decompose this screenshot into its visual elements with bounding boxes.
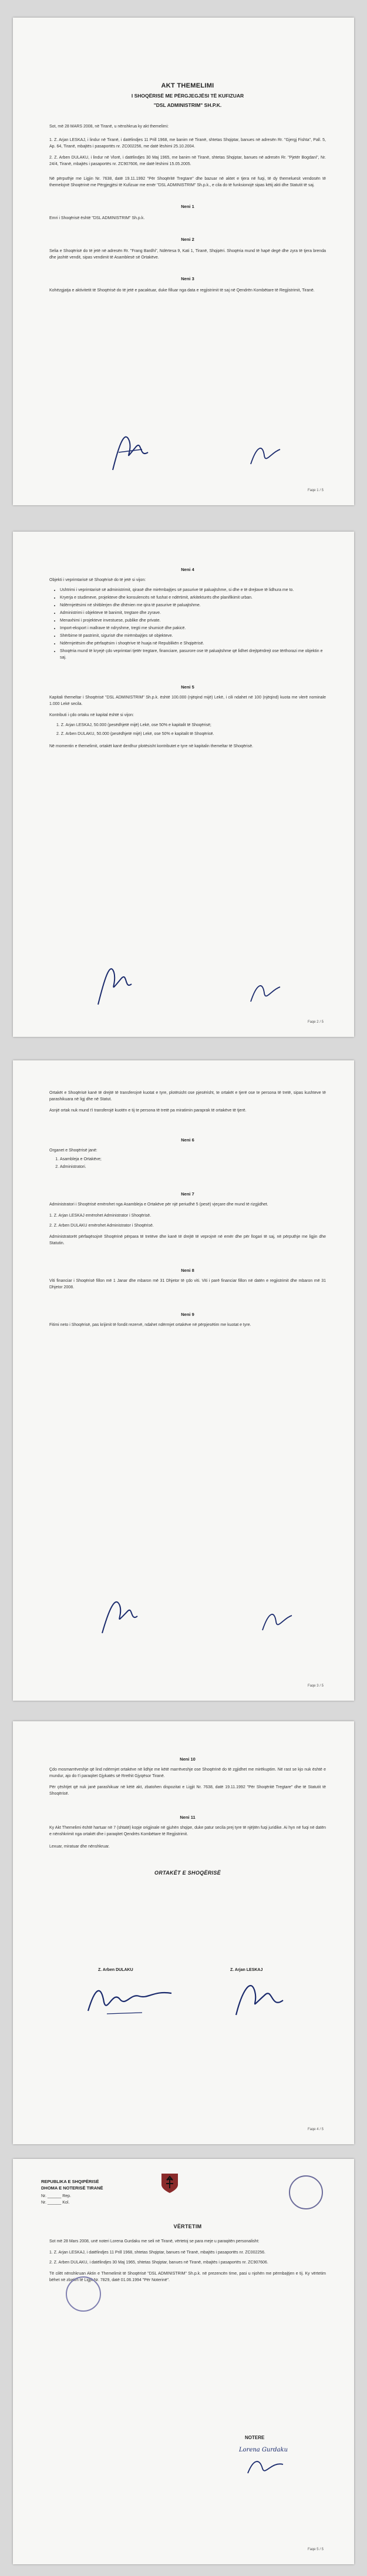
article-5-heading: Neni 5 bbox=[181, 684, 194, 690]
transfer-text-1: Ortakët e Shoqërisë kanë të drejtë të transferojnë kuotat e tyre, plotësisht ose pjesërisht, te ortakët e tjerë ose te persona të tretë, sipas kushteve të parashikuara në ligj dhe në Statut. bbox=[49, 1091, 326, 1101]
contribution-1: 1. Z. Arjan LESKAJ, 50.000 (pesëdhjetë mijë) Lekë, ose 50% e kapitalit të Shoqërisë; bbox=[56, 723, 211, 727]
article-7-heading: Neni 7 bbox=[181, 1191, 194, 1197]
article-11-heading: Neni 11 bbox=[180, 1815, 196, 1820]
list-item: • Ndërmjetësimi në shitblerjen dhe dhënien me qira të pasurive të paluajtshme. bbox=[60, 602, 326, 609]
article-2-text: Selia e Shoqërisë do të jetë në adresën Rr. "Frang Bardhi", Ndërtesa 9, Kati 1, Tiranë, Shqipëri. Shoqëria mund të hapë degë dhe zyra të tjera brenda dhe jashtë vendit, sipas vendimit të Asamblesë së Ortakëve. bbox=[49, 249, 326, 260]
list-item: • Administrimi i objekteve të banimit, tregtare dhe zyrave. bbox=[60, 610, 326, 616]
page-number: Faqe 1 / 5 bbox=[307, 489, 324, 492]
record-number: Nr. ______ Rep. bbox=[41, 2194, 71, 2198]
list-item: 2. Administratori. bbox=[60, 1164, 326, 1170]
article-6-heading: Neni 6 bbox=[181, 1137, 194, 1143]
administrator-2: 2. Z. Arben DULAKU emërohet Administrator i Shoqërisë. bbox=[49, 1224, 154, 1228]
list-item: • Import-eksport i mallrave të ndryshme, tregti me shumicë dhe pakicë. bbox=[60, 625, 326, 632]
legal-basis: Në përputhje me Ligjin Nr. 7638, datë 19.11.1992 "Për Shoqëritë Tregtare" dhe bazuar në aktet e tjera në fuqi, të dy themeluesit vendosën të themelojnë Shoqërinë me Përgjegjësi të Kufizuar me emër "DSL ADMINISTRIM" Sh.p.k., e cila do të funksionojë sipas këtij akti dhe Statutit të saj. bbox=[49, 177, 326, 187]
article-4-intro: Objekti i veprimtarisë së Shoqërisë do të jetë si vijon: bbox=[49, 578, 146, 582]
founder-signature-2 bbox=[230, 1974, 289, 2021]
list-item: • Menaxhimi i projekteve investuese, publike dhe private. bbox=[60, 617, 326, 624]
record-volume: Nr. ______ Kol. bbox=[41, 2201, 70, 2205]
founder-name-2: Z. Arjan LESKAJ bbox=[230, 1968, 263, 1972]
intro-line: Sot, më 28 MARS 2008, në Tiranë, u nënshkrua ky akt themelimi: bbox=[49, 125, 169, 129]
list-item: • Shërbime të pastrimit, sigurisë dhe mirëmbajtjes së objekteve. bbox=[60, 633, 326, 639]
founders-heading: ORTAKËT E SHOQËRISË bbox=[154, 1870, 221, 1876]
signature-1 bbox=[89, 955, 136, 1007]
contribution-2: 2. Z. Arben DULAKU, 50.000 (pesëdhjetë mijë) Lekë, ose 50% e kapitalit të Shoqërisë. bbox=[56, 732, 214, 736]
article-11-end: Lexuar, miratuar dhe nënshkruar. bbox=[49, 1845, 110, 1849]
republic-label: REPUBLIKA E SHQIPËRISË bbox=[41, 2179, 99, 2184]
document-title: AKT THEMELIMI bbox=[161, 82, 214, 89]
party-1: 1. Z. Arjan LESKAJ, i lindur në Tiranë, i datëlindjes 11 Prill 1968, me banim në Tiranë, shtetas Shqiptar, banues në adresën Rr. "Gjergj Fishta", Pall. 5, Ap. 64, Tiranë, mbajtës i pasaportës nr. ZC002256, me datë lëshimi 25.10.2004. bbox=[49, 138, 326, 149]
organs-list bbox=[49, 1156, 326, 1170]
article-8-heading: Neni 8 bbox=[181, 1268, 194, 1273]
notary-seal bbox=[66, 2276, 101, 2312]
notary-office: DHOMA E NOTERISË TIRANË bbox=[41, 2185, 103, 2191]
founder-signature-1 bbox=[83, 1979, 177, 2020]
verification-party-2: 2. Z. Arben DULAKU, i datëlindjes 30 Maj 1965, shtetas Shqiptar, banues në Tiranë, mbajtës i pasaportës nr. ZC907606. bbox=[49, 2261, 268, 2265]
signature-1 bbox=[95, 1589, 142, 1636]
company-name: "DSL ADMINISTRIM" SH.P.K. bbox=[153, 102, 222, 108]
notary-label: NOTERE bbox=[245, 2435, 265, 2440]
coat-of-arms-icon bbox=[160, 2172, 180, 2197]
article-9-text: Fitimi neto i Shoqërisë, pas krijimit të fondit rezervë, ndahet ndërmjet ortakëve në përpjesëtim me kuotat e tyre. bbox=[49, 1323, 251, 1327]
document-page-1 bbox=[13, 18, 354, 505]
article-6-text: Organet e Shoqërisë janë: bbox=[49, 1148, 97, 1153]
article-2-heading: Neni 2 bbox=[181, 237, 194, 242]
document-subtitle: I SHOQËRISË ME PËRGJEGJËSI TË KUFIZUAR bbox=[131, 93, 244, 99]
document-page-2 bbox=[13, 532, 354, 1037]
signature-2 bbox=[248, 441, 283, 470]
list-item: • Shoqëria mund të kryejë çdo veprimtari tjetër tregtare, financiare, pasurore ose të paluajtshme që lidhet drejtpërdrejt ose tërthorazi me objektin e saj. bbox=[60, 648, 326, 661]
page-number: Faqe 4 / 5 bbox=[307, 2128, 324, 2131]
administrator-1: 1. Z. Arjan LESKAJ emërohet Administrator i Shoqërisë. bbox=[49, 1214, 151, 1218]
article-11-text: Ky Akt Themelimi është hartuar në 7 (shtatë) kopje origjinale në gjuhën shqipe, duke patur secila prej tyre të njëjtën fuqi juridike. Ai hyn në fuqi në datën e nënshkrimit nga ortakët dhe i paraqitet Qendrës Kombëtare të Regjistrimit. bbox=[49, 1826, 326, 1836]
article-5-text: Kapitali themeltar i Shoqërisë "DSL ADMINISTRIM" Sh.p.k. është 100.000 (njëqind mijë) Lekë, i cili ndahet në 100 (njëqind) kuota me vlerë nominale 1.000 Lekë secila. bbox=[49, 696, 326, 706]
article-5-sub: Kontributi i çdo ortaku në kapital është si vijon: bbox=[49, 713, 134, 717]
list-item: 1. Asambleja e Ortakëve; bbox=[60, 1156, 326, 1163]
article-10-text-2: Për çështjet që nuk janë parashikuar në këtë akt, zbatohen dispozitat e Ligjit Nr. 7638, datë 19.11.1992 "Për Shoqëritë Tregtare" dhe të Statutit të Shoqërisë. bbox=[49, 1785, 326, 1796]
article-3-heading: Neni 3 bbox=[181, 276, 194, 281]
page-header bbox=[49, 82, 326, 108]
article-5-end: Në momentin e themelimit, ortakët kanë derdhur plotësisht kontributet e tyre në kapitalin themeltar të Shoqërisë. bbox=[49, 744, 254, 748]
verification-text: Të cilët nënshkruan Aktin e Themelimit të Shoqërisë "DSL ADMINISTRIM" Sh.p.k. në prezencën time, pasi u njohën me përmbajtjen e tij. Ky vërtetim bëhet në zbatim të Ligjit Nr. 7829, datë 01.06.1994 "Për Noterinë". bbox=[49, 2272, 326, 2282]
verification-intro: Sot më 28 Mars 2008, unë noteri Lorena Gurdaku me seli në Tiranë, vërtetoj se para meje u paraqitën personalisht: bbox=[49, 2239, 260, 2243]
signature-2 bbox=[248, 978, 283, 1007]
signature-1 bbox=[101, 423, 154, 476]
document-page-3 bbox=[13, 1060, 354, 1701]
article-1-text: Emri i Shoqërisë është "DSL ADMINISTRIM" Sh.p.k. bbox=[49, 216, 145, 220]
article-4-heading: Neni 4 bbox=[181, 567, 194, 572]
article-9-heading: Neni 9 bbox=[181, 1312, 194, 1317]
activity-list bbox=[49, 587, 326, 661]
article-8-text: Viti financiar i Shoqërisë fillon më 1 Janar dhe mbaron më 31 Dhjetor të çdo viti. Viti i parë financiar fillon në datën e regjistrimit dhe mbaron më 31 Dhjetor 2008. bbox=[49, 1279, 326, 1289]
signature-2 bbox=[260, 1607, 295, 1636]
article-3-text: Kohëzgjatja e aktivitetit të Shoqërisë do të jetë e pacaktuar, duke filluar nga data e regjistrimit të saj në Qendrën Kombëtare të Regjistrimit, Tiranë. bbox=[49, 288, 315, 293]
founder-name-1: Z. Arben DULAKU bbox=[98, 1968, 133, 1972]
article-7-text: Administratori i Shoqërisë emërohet nga Asambleja e Ortakëve për një periudhë 5 (pesë) vjeçare dhe mund të rizgjidhet. bbox=[49, 1203, 268, 1207]
notary-stamp bbox=[289, 2175, 323, 2209]
party-2: 2. Z. Arben DULAKU, i lindur në Vlorë, i datëlindjes 30 Maj 1965, me banim në Tiranë, shtetas Shqiptar, banues në adresën Rr. "Pjetër Bogdani", Nr. 24/4, Tiranë, mbajtës i pasaportës nr. ZC907606, me datë lëshimi 15.05.2005. bbox=[49, 156, 326, 166]
article-10-heading: Neni 10 bbox=[180, 1756, 196, 1762]
list-item: • Ndërmjetësim dhe përfaqësim i shoqërive të huaja në Republikën e Shqipërisë. bbox=[60, 640, 326, 647]
page-number: Faqe 5 / 5 bbox=[307, 2548, 324, 2551]
document-page-4 bbox=[13, 1721, 354, 2144]
article-1-heading: Neni 1 bbox=[181, 204, 194, 209]
notary-name: Lorena Gurdaku bbox=[239, 2447, 288, 2453]
document-page-5 bbox=[13, 2159, 354, 2564]
notary-signature bbox=[245, 2456, 286, 2479]
list-item: • Ushtrimi i veprimtarisë së administrimit, qirasë dhe mirëmbajtjes së pasurive të paluajtshme, si dhe e të drejtave të lidhura me to. bbox=[60, 587, 326, 593]
verification-title: VËRTETIM bbox=[173, 2224, 202, 2229]
transfer-text-2: Asnjë ortak nuk mund t'i transferojë kuotën e tij te persona të tretë pa miratimin paraprak të ortakëve të tjerë. bbox=[49, 1109, 247, 1113]
page-number: Faqe 2 / 5 bbox=[307, 1020, 324, 1024]
verification-party-1: 1. Z. Arjan LESKAJ, i datëlindjes 11 Prill 1968, shtetas Shqiptar, banues në Tiranë, mbajtës i pasaportës nr. ZC002256. bbox=[49, 2251, 265, 2255]
article-10-text: Çdo mosmarrëveshje që lind ndërmjet ortakëve në lidhje me këtë marrëveshje ose Shoqërinë do të zgjidhet me mirëkuptim. Në rast se kjo nuk është e mundur, ajo do t'i paraqitet Gjykatës së Rrethit Gjyqësor Tiranë. bbox=[49, 1768, 326, 1778]
list-item: • Kryerja e studimeve, projekteve dhe konsulencës në fushat e ndërtimit, arkitekturës dhe planifikimit urban. bbox=[60, 595, 326, 601]
article-7-end: Administratorët përfaqësojnë Shoqërinë përpara të tretëve dhe kanë të drejtë të veprojnë në emër dhe për llogari të saj, në përputhje me ligjin dhe Statutin. bbox=[49, 1235, 326, 1245]
page-number: Faqe 3 / 5 bbox=[307, 1684, 324, 1688]
